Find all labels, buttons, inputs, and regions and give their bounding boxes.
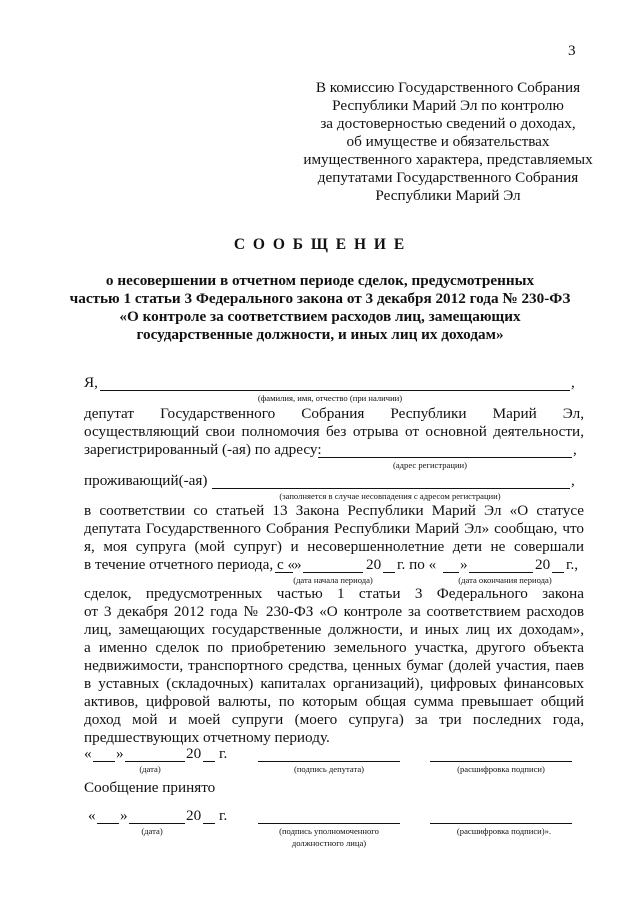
sign-date-year-prefix: 20 (186, 745, 202, 762)
subtitle-line: государственные должности, и иных лиц их доходам» (136, 326, 504, 343)
body-line: лиц, замещающих государственные должности, и иных лиц их доходам», (84, 621, 584, 638)
period-start-month-field[interactable] (303, 572, 363, 573)
period-year-prefix: 20 (535, 556, 551, 573)
body-line: недвижимости, транспортного средства, ценных бумаг (долей участия, паев (84, 657, 584, 674)
addressee-line: Республики Марий Эл по контролю (332, 97, 564, 114)
accepted-decode-caption: (расшифровка подписи)». (456, 826, 552, 836)
official-signature-caption: должностного лица) (291, 838, 367, 848)
period-year-prefix: 20 (366, 556, 382, 573)
i-end-comma: , (571, 374, 575, 391)
period-prefix: в течение отчетного периода, с « (84, 556, 296, 573)
sign-date-day-field[interactable] (93, 761, 115, 762)
official-signature-caption: (подпись уполномоченного (279, 826, 379, 836)
addressee-line: Республики Марий Эл (375, 187, 521, 204)
document-title: С О О Б Щ Е Н И Е (233, 236, 407, 253)
subtitle-line: о несовершении в отчетном периоде сделок, предусмотренных (105, 272, 535, 289)
accepted-date-year-prefix: 20 (186, 807, 202, 824)
period-start-year-field[interactable] (383, 572, 395, 573)
residing-address-field[interactable] (212, 488, 570, 489)
period-start-caption: (дата начала периода) (293, 575, 373, 585)
period-end: г., (566, 556, 579, 573)
signature-decode-field[interactable] (430, 761, 572, 762)
body-line: доход мой и моей супруги (моего супруга) за три последних года, (84, 711, 584, 728)
body-line-last: предшествующих отчетному периоду. (84, 729, 330, 746)
fio-field[interactable] (100, 390, 570, 391)
period-to: г. по « (397, 556, 437, 573)
addressee-line: В комиссию Государственного Собрания (315, 79, 581, 96)
period-quote: » (294, 556, 302, 573)
body-line: активов, цифровой валюты, по которым общая сумма превышает общий (84, 693, 584, 710)
deputy-signature-caption: (подпись депутата) (293, 764, 365, 774)
subtitle-line: «О контроле за соответствием расходов лиц, замещающих (119, 308, 521, 325)
subtitle-line: частью 1 статьи 3 Федерального закона от 3 декабря 2012 года № 230-ФЗ (69, 290, 571, 307)
i-label: Я, (84, 374, 98, 391)
period-end-day-field[interactable] (443, 572, 459, 573)
period-end-caption: (дата окончания периода) (458, 575, 552, 585)
signature-decode-caption: (расшифровка подписи) (457, 764, 545, 774)
deputy-line: депутат Государственного Собрания Республики Марий Эл, (84, 405, 584, 422)
registration-address-field[interactable] (318, 457, 572, 458)
accepted-date-year-field[interactable] (203, 823, 215, 824)
accepted-label: Сообщение принято (84, 779, 216, 796)
accepted-decode-field[interactable] (430, 823, 572, 824)
deputy-signature-field[interactable] (258, 761, 400, 762)
body-line: депутата Государственного Собрания Республики Марий Эл» сообщаю, что (84, 520, 584, 537)
residing-end-comma: , (571, 472, 575, 489)
sign-date-caption: (дата) (139, 764, 161, 774)
residing-caption: (заполняется в случае несовпадения с адресом регистрации) (279, 491, 501, 501)
official-signature-field[interactable] (258, 823, 400, 824)
accepted-date-caption: (дата) (141, 826, 163, 836)
accepted-date-close: » (120, 807, 128, 824)
accepted-date-g: г. (219, 807, 228, 824)
body-line: сделок, предусмотренных частью 1 статьи 3 Федерального закона (84, 585, 584, 602)
addressee-line: за достоверностью сведений о доходах, (320, 115, 576, 132)
page-number: 3 (568, 42, 576, 59)
period-end-year-field[interactable] (552, 572, 564, 573)
body-line: от 3 декабря 2012 года № 230-ФЗ «О контроле за соответствием расходов (84, 603, 584, 620)
exercising-line: осуществляющий свои полномочия без отрыва от основной деятельности, (84, 423, 584, 440)
addressee-line: имущественного характера, представляемых (303, 151, 593, 168)
period-end-month-field[interactable] (469, 572, 533, 573)
body-line: я, моя супруга (мой супруг) и несовершеннолетние дети не совершали (84, 538, 584, 555)
addressee-line: об имуществе и обязательствах (346, 133, 550, 150)
sign-date-close: » (116, 745, 124, 762)
registered-end-comma: , (573, 441, 577, 458)
body-line: а именно сделок по приобретению земельного участка, другого объекта (84, 639, 584, 656)
accepted-date-month-field[interactable] (129, 823, 185, 824)
body-line: в уставных (складочных) капиталах организаций), цифровых финансовых (84, 675, 584, 692)
period-start-day-field[interactable] (275, 572, 293, 573)
fio-caption: (фамилия, имя, отчество (при наличии) (257, 393, 403, 403)
sign-date-year-field[interactable] (203, 761, 215, 762)
body-line: в соответствии со статьей 13 Закона Республики Марий Эл «О статусе (84, 502, 584, 519)
registered-label: зарегистрированный (-ая) по адресу: (84, 441, 322, 458)
addressee-line: депутатами Государственного Собрания (317, 169, 579, 186)
accepted-date-open: « (88, 807, 96, 824)
residing-label: проживающий(-ая) (84, 472, 208, 489)
accepted-date-day-field[interactable] (97, 823, 119, 824)
sign-date-open: « (84, 745, 92, 762)
sign-date-g: г. (219, 745, 228, 762)
period-quote: » (460, 556, 468, 573)
registration-caption: (адрес регистрации) (392, 460, 468, 470)
sign-date-month-field[interactable] (125, 761, 185, 762)
